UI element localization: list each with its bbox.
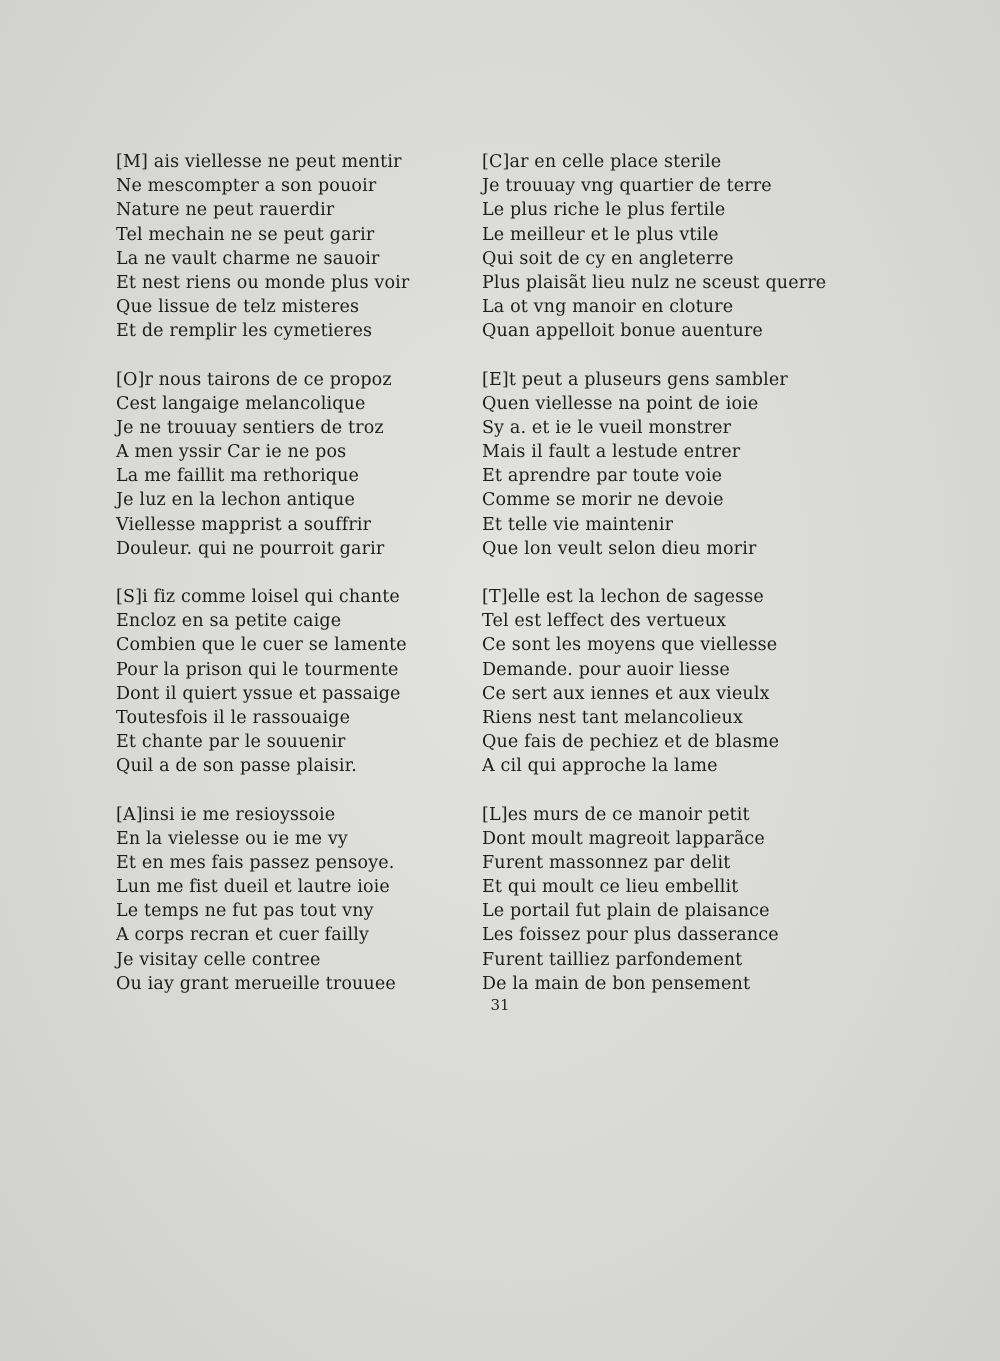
verse-line: En la vielesse ou ie me vy — [116, 828, 348, 849]
verse-line: Ce sont les moyens que viellesse — [482, 635, 778, 656]
verse-line: Dont il quiert yssue et passaige — [116, 683, 401, 704]
verse-line: Sy a. et ie le vueil monstrer — [482, 417, 732, 438]
left-column — [116, 150, 446, 1020]
verse-line: Les foissez pour plus dasserance — [482, 925, 779, 946]
stanza — [116, 368, 446, 562]
verse-line: Tel est leffect des vertueux — [482, 611, 727, 632]
stanza — [482, 150, 827, 344]
verse-line: Ne mescompter a son pouoir — [116, 176, 377, 197]
verse-line: Et chante par le souuenir — [116, 732, 346, 753]
verse-line: Furent massonnez par delit — [482, 852, 731, 873]
verse-line: A cil qui approche la lame — [482, 756, 718, 777]
verse-line: Que lissue de telz misteres — [116, 297, 360, 318]
verse-line: [C]ar en celle place sterile — [482, 152, 722, 172]
verse-line: Le temps ne fut pas tout vny — [116, 901, 374, 922]
verse-line: Demande. pour auoir liesse — [482, 659, 730, 680]
verse-line: Et de remplir les cymetieres — [116, 321, 373, 342]
verse-line: Combien que le cuer se lamente — [116, 635, 407, 656]
verse-line: [M] ais viellesse ne peut mentir — [116, 152, 402, 172]
stanza — [116, 803, 446, 997]
verse-line: Riens nest tant melancolieux — [482, 707, 743, 728]
verse-line: Et nest riens ou monde plus voir — [116, 272, 410, 293]
verse-line: La ne vault charme ne sauoir — [116, 248, 380, 269]
verse-line: Pour la prison qui le tourmente — [116, 659, 399, 680]
verse-line: Toutesfois il le rassouaige — [116, 707, 351, 728]
verse-line: Quen viellesse na point de ioie — [482, 393, 759, 414]
verse-line: Viellesse mapprist a souffrir — [116, 514, 372, 535]
verse-line: La ot vng manoir en cloture — [482, 297, 734, 318]
verse-line: Quil a de son passe plaisir. — [116, 756, 357, 777]
verse-line: Qui soit de cy en angleterre — [482, 248, 734, 269]
verse-line: Comme se morir ne devoie — [482, 490, 724, 511]
verse-line: Que fais de pechiez et de blasme — [482, 732, 780, 753]
verse-line: Encloz en sa petite caige — [116, 611, 342, 632]
stanza — [116, 150, 446, 344]
stanza — [116, 585, 446, 779]
verse-line: Je trouuay vng quartier de terre — [482, 176, 772, 197]
verse-line: Et en mes fais passez pensoye. — [116, 852, 395, 873]
verse-line: [L]es murs de ce manoir petit — [482, 804, 750, 825]
verse-line: A men yssir Car ie ne pos — [116, 442, 347, 463]
verse-line: De la main de bon pensement — [482, 973, 751, 994]
stanza — [482, 803, 827, 997]
verse-line: Ce sert aux iennes et aux vieulx — [482, 683, 770, 704]
verse-line: [A]insi ie me resioyssoie — [116, 804, 336, 825]
verse-line: Et telle vie maintenir — [482, 514, 674, 535]
verse-line: Que lon veult selon dieu morir — [482, 538, 757, 559]
verse-line: [O]r nous tairons de ce propoz — [116, 369, 392, 390]
verse-line: Plus plaisãt lieu nulz ne sceust querre — [482, 272, 827, 293]
verse-line: Le meilleur et le plus vtile — [482, 224, 719, 245]
verse-line: Quan appelloit bonue auenture — [482, 321, 763, 342]
verse-line: Mais il fault a lestude entrer — [482, 442, 741, 463]
verse-line: Douleur. qui ne pourroit garir — [116, 538, 385, 559]
verse-line: Lun me fist dueil et lautre ioie — [116, 877, 390, 898]
verse-line: Et aprendre par toute voie — [482, 466, 723, 487]
verse-line: [T]elle est la lechon de sagesse — [482, 587, 764, 607]
verse-line: Je visitay celle contree — [116, 949, 321, 970]
verse-line: A corps recran et cuer failly — [116, 925, 370, 946]
right-column — [482, 150, 827, 1020]
verse-line: [E]t peut a pluseurs gens sambler — [482, 369, 788, 390]
page-number: 31 — [490, 996, 510, 1014]
stanza — [482, 368, 827, 562]
verse-line: Tel mechain ne se peut garir — [116, 224, 375, 245]
verse-line: Dont moult magreoit lapparãce — [482, 828, 765, 849]
stanza — [482, 585, 827, 779]
verse-line: Furent tailliez parfondement — [482, 949, 743, 970]
verse-line: La me faillit ma rethorique — [116, 466, 360, 487]
verse-line: Je ne trouuay sentiers de troz — [116, 417, 384, 438]
verse-line: Le portail fut plain de plaisance — [482, 901, 770, 922]
verse-line: Cest langaige melancolique — [116, 393, 366, 414]
verse-line: Ou iay grant merueille trouuee — [116, 973, 396, 994]
verse-line: Je luz en la lechon antique — [116, 490, 355, 511]
verse-line: Nature ne peut rauerdir — [116, 200, 335, 221]
verse-line: Le plus riche le plus fertile — [482, 200, 726, 221]
verse-line: Et qui moult ce lieu embellit — [482, 877, 739, 898]
verse-line: [S]i fiz comme loisel qui chante — [116, 587, 400, 607]
